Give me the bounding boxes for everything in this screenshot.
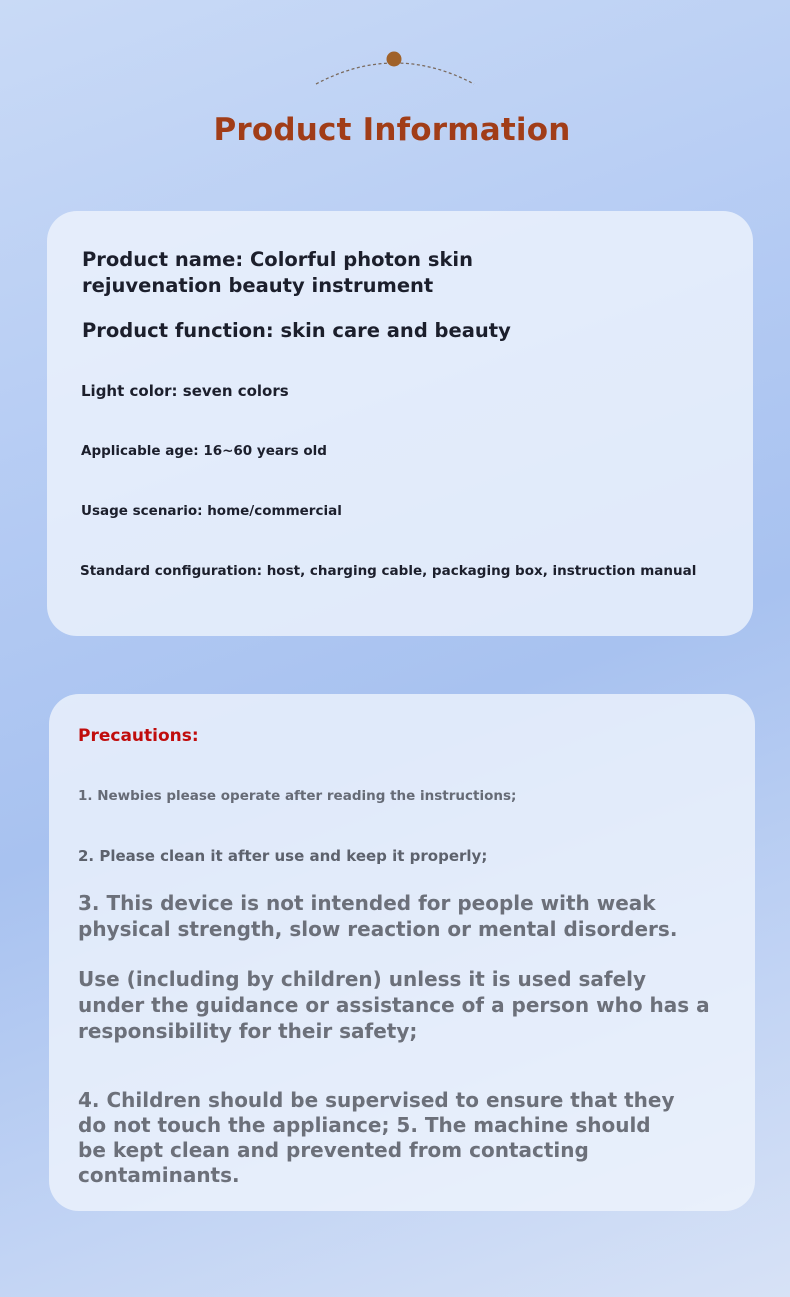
usage-scenario: Usage scenario: home/commercial [81,503,342,519]
standard-configuration: Standard configuration: host, charging cable, packaging box, instruction manual [80,563,697,579]
title-ornament [310,48,480,92]
light-color: Light color: seven colors [81,382,289,400]
precaution-item-use: Use (including by children) unless it is used safely under the guidance or assistance of a person who has a responsibility for their safety; [78,967,710,1043]
applicable-age: Applicable age: 16~60 years old [81,443,327,459]
product-name: Product name: Colorful photon skin rejuvenation beauty instrument [82,248,473,297]
precaution-item-4: 4. Children should be supervised to ensure that they do not touch the appliance; 5. The machine should be kept clean and prevented from contacting contaminants. [78,1088,675,1187]
precaution-item-2: 2. Please clean it after use and keep it properly; [78,847,488,865]
precaution-item-1: 1. Newbies please operate after reading the instructions; [78,788,517,804]
ornament-dot [387,52,402,67]
precautions-title: Precautions: [78,726,199,746]
product-function: Product function: skin care and beauty [82,319,511,342]
page-title: Product Information [213,112,571,148]
precaution-item-3: 3. This device is not intended for people with weak physical strength, slow reaction or mental disorders. [78,891,678,941]
